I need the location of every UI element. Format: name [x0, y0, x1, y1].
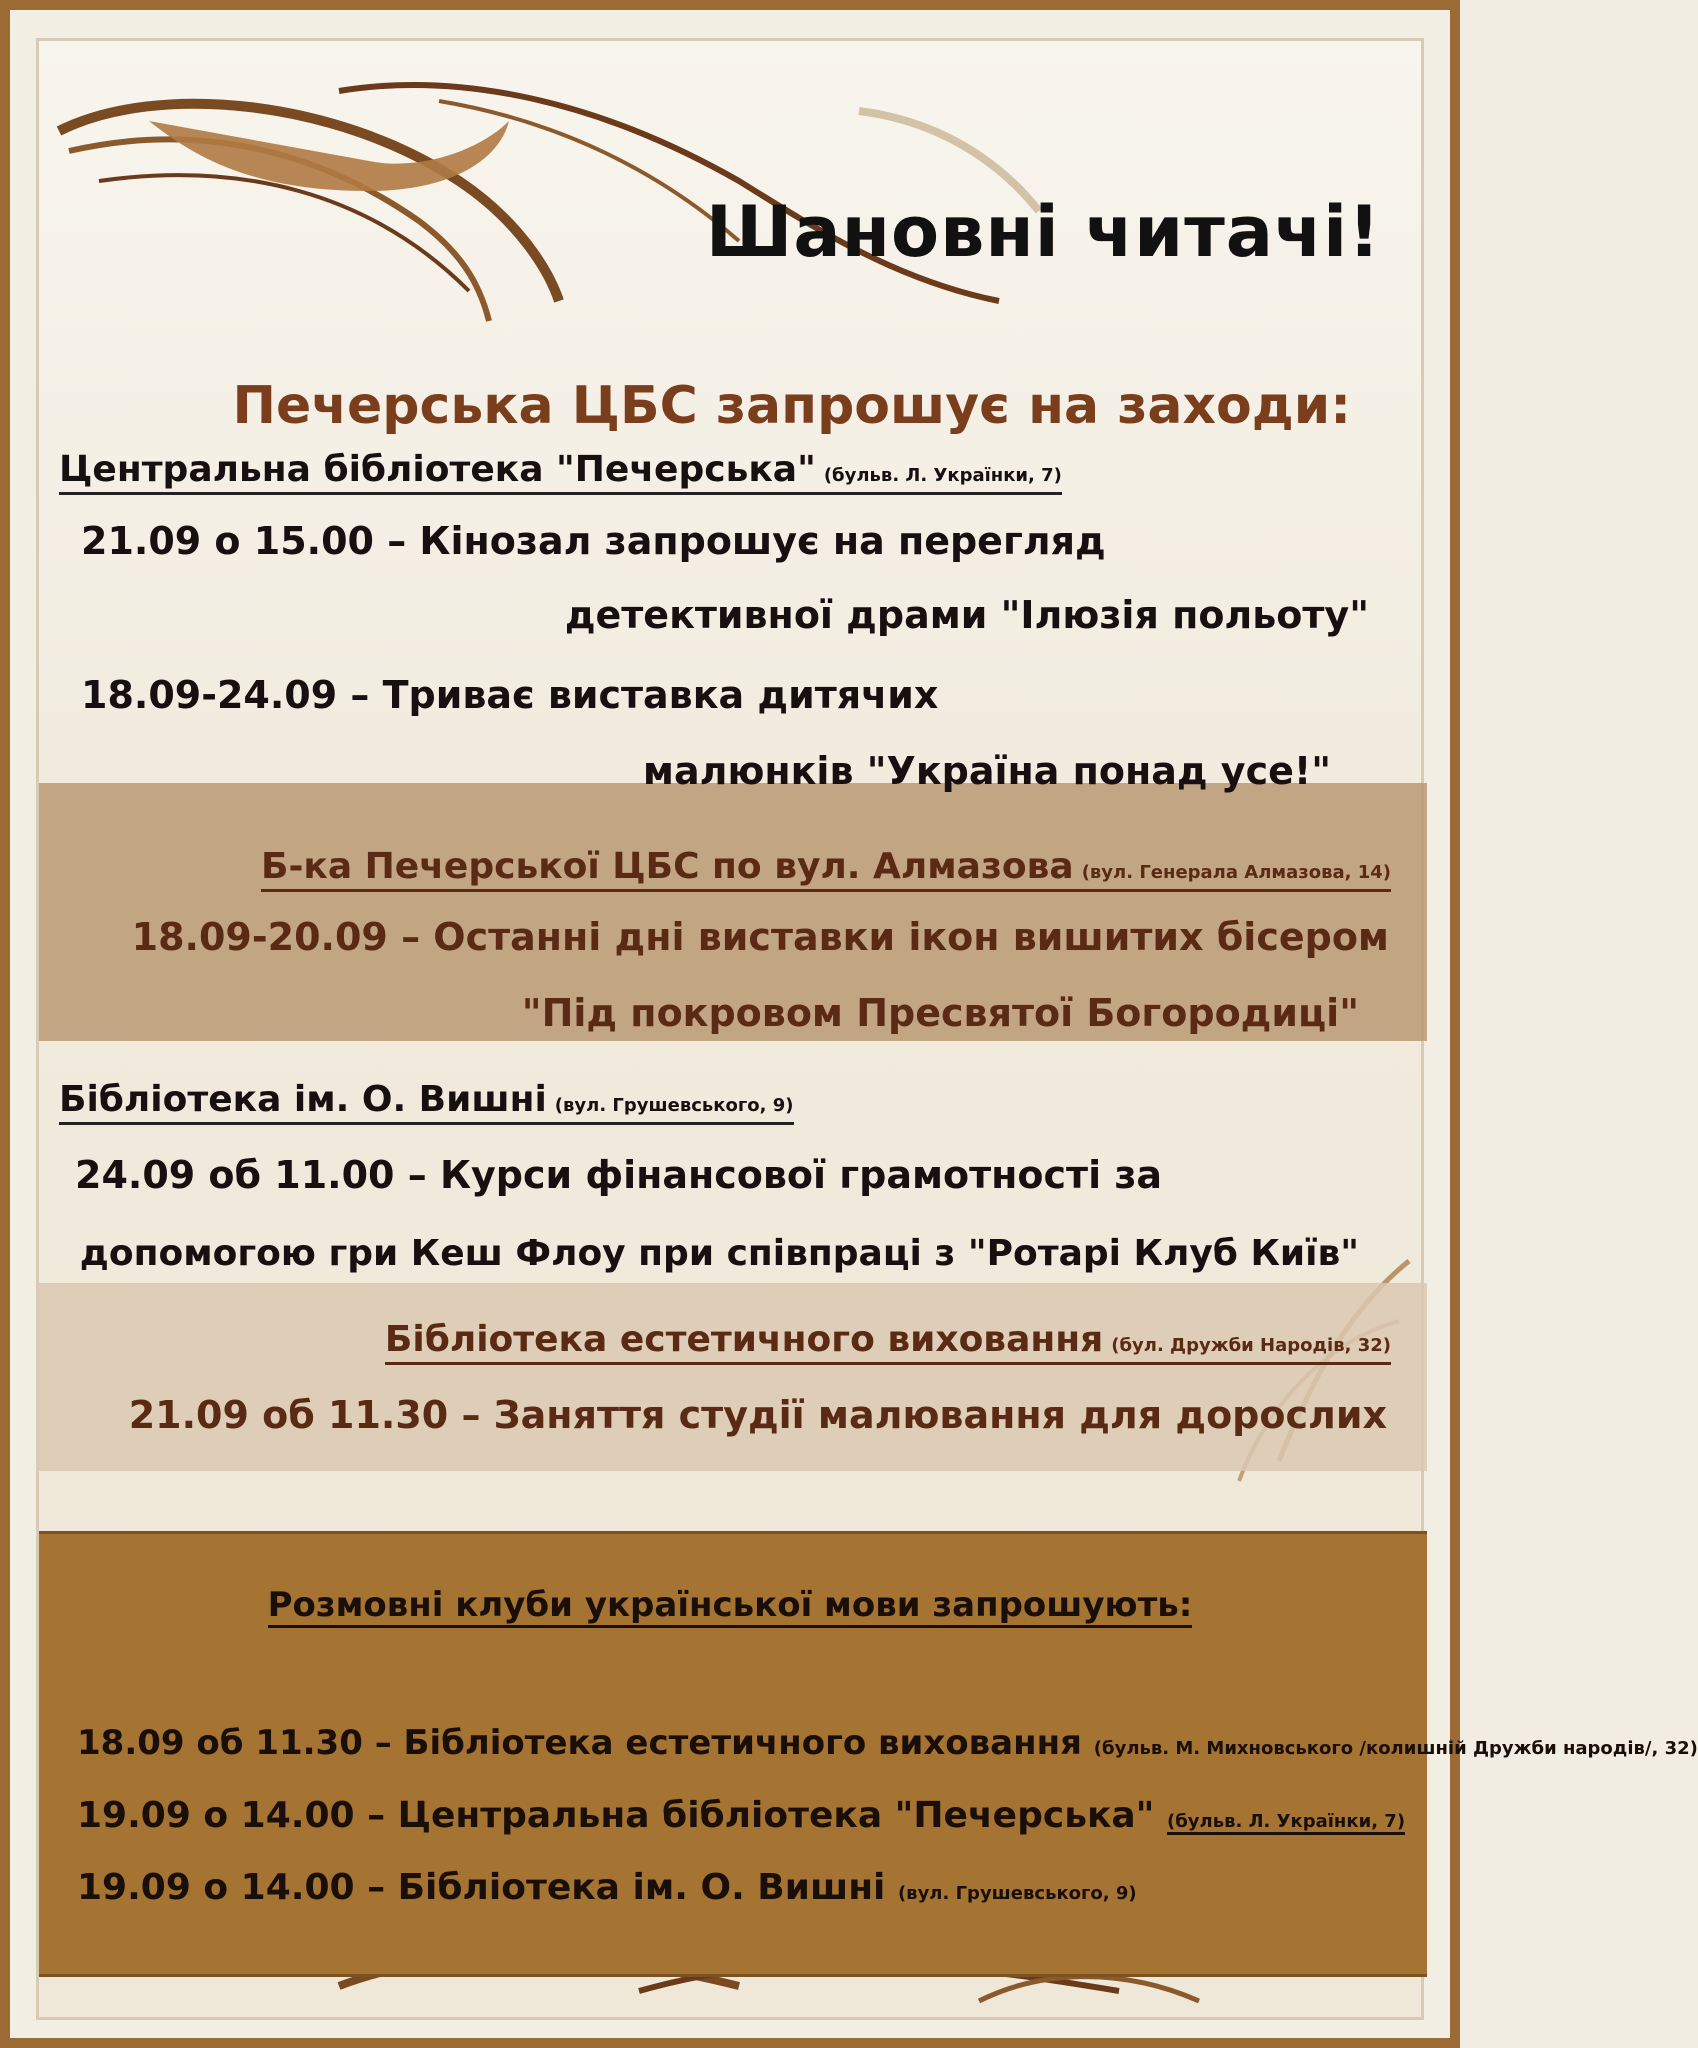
section1-event1-line1: 21.09 о 15.00 – Кінозал запрошує на перегляд: [81, 519, 1106, 563]
clubs-heading: [39, 1585, 1421, 1625]
section3-event1-line1: 24.09 об 11.00 – Курси фінансової грамотності за: [75, 1153, 1163, 1197]
club-item-1-time: 18.09 об 11.30 – Бібліотека естетичного виховання: [77, 1723, 1082, 1763]
section3-title: Бібліотека ім. О. Вишні: [59, 1079, 547, 1120]
club-item-2: [77, 1795, 1405, 1836]
section3-heading: [59, 1079, 794, 1125]
section1-event1-line2: детективної драми "Ілюзія польоту": [564, 593, 1369, 637]
club-item-2-time: 19.09 о 14.00 – Центральна бібліотека "Печерська": [77, 1795, 1155, 1836]
page-subtitle: Печерська ЦБС запрошує на заходи:: [232, 376, 1351, 436]
section4-heading: [385, 1319, 1391, 1365]
section2-event1-line1: 18.09-20.09 – Останні дні виставки ікон вишитих бісером: [131, 915, 1389, 959]
page-title: Шановні читачі!: [705, 191, 1381, 273]
section2-heading: [261, 846, 1391, 892]
club-item-2-address: (бульв. Л. Українки, 7): [1167, 1811, 1405, 1835]
section4-event1-line1: 21.09 об 11.30 – Заняття студії малювання для дорослих: [128, 1393, 1387, 1437]
clubs-title: Розмовні клуби української мови запрошують:: [268, 1585, 1193, 1628]
club-item-3-time: 19.09 о 14.00 – Бібліотека ім. О. Вишні: [77, 1867, 886, 1908]
section1-heading: [59, 449, 1062, 495]
club-item-3-address: (вул. Грушевського, 9): [897, 1883, 1137, 1904]
section2-title: Б-ка Печерської ЦБС по вул. Алмазова: [261, 846, 1074, 887]
section4-band: [39, 1283, 1427, 1471]
club-item-1-address: (бульв. М. Михновського /колишній Дружби народів/, 32): [1093, 1738, 1698, 1759]
section1-title: Центральна бібліотека "Печерська": [59, 449, 816, 490]
club-item-3: [77, 1867, 1137, 1908]
section1-address: (бульв. Л. Українки, 7): [823, 465, 1062, 486]
section1-event2-line1: 18.09-24.09 – Триває виставка дитячих: [81, 673, 939, 717]
section1-event2-line2: малюнків "Україна понад усе!": [642, 749, 1331, 793]
section2-event1-line2: "Під покровом Пресвятої Богородиці": [521, 991, 1359, 1035]
section2-address: (вул. Генерала Алмазова, 14): [1081, 862, 1391, 883]
poster: [36, 38, 1698, 2020]
section4-title: Бібліотека естетичного виховання: [384, 1319, 1104, 1360]
section4-address: (бул. Дружби Народів, 32): [1111, 1335, 1391, 1356]
section3-event1-line2: допомогою гри Кеш Флоу при співпраці з "Ротарі Клуб Київ": [79, 1233, 1359, 1274]
club-item-1: [77, 1723, 1698, 1763]
section3-address: (вул. Грушевського, 9): [554, 1095, 794, 1116]
